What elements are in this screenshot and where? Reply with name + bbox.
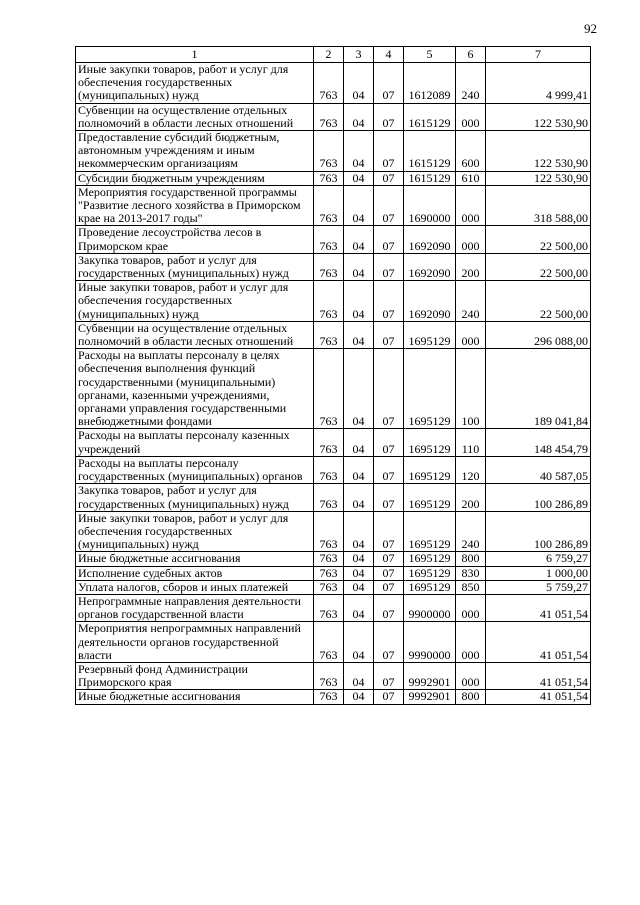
row-code-4-cell: 07 xyxy=(374,185,404,226)
table-row xyxy=(76,171,591,185)
row-code-2-cell: 763 xyxy=(314,566,344,580)
column-header-6: 6 xyxy=(456,47,486,63)
row-code-5-cell: 9992901 xyxy=(404,690,456,704)
column-header-7: 7 xyxy=(486,47,591,63)
row-code-6-cell: 850 xyxy=(456,580,486,594)
row-code-4-cell: 07 xyxy=(374,622,404,663)
row-code-3-cell: 04 xyxy=(344,484,374,511)
row-name-cell: Иные закупки товаров, работ и услуг для обеспечения государственных (муниципальных) нужд xyxy=(76,281,314,322)
table-row xyxy=(76,456,591,483)
row-amount-cell: 4 999,41 xyxy=(486,63,591,104)
row-code-4-cell: 07 xyxy=(374,566,404,580)
row-code-5-cell: 1692090 xyxy=(404,226,456,253)
row-code-5-cell: 1692090 xyxy=(404,281,456,322)
row-name-cell: Проведение лесоустройства лесов в Приморском крае xyxy=(76,226,314,253)
row-code-4-cell: 07 xyxy=(374,429,404,456)
table-header-row xyxy=(76,47,591,63)
row-code-5-cell: 1695129 xyxy=(404,566,456,580)
row-code-6-cell: 830 xyxy=(456,566,486,580)
row-code-6-cell: 000 xyxy=(456,594,486,621)
table-row xyxy=(76,103,591,130)
row-code-2-cell: 763 xyxy=(314,131,344,172)
row-amount-cell: 22 500,00 xyxy=(486,281,591,322)
row-code-2-cell: 763 xyxy=(314,103,344,130)
row-code-6-cell: 800 xyxy=(456,552,486,566)
row-name-cell: Предоставление субсидий бюджетным, автономным учреждениям и иным некоммерческим организациям xyxy=(76,131,314,172)
row-amount-cell: 22 500,00 xyxy=(486,226,591,253)
row-code-2-cell: 763 xyxy=(314,690,344,704)
row-code-3-cell: 04 xyxy=(344,622,374,663)
row-code-6-cell: 000 xyxy=(456,103,486,130)
row-name-cell: Исполнение судебных актов xyxy=(76,566,314,580)
row-amount-cell: 5 759,27 xyxy=(486,580,591,594)
row-name-cell: Расходы на выплаты персоналу казенных учреждений xyxy=(76,429,314,456)
table-row xyxy=(76,566,591,580)
row-code-6-cell: 240 xyxy=(456,63,486,104)
row-code-4-cell: 07 xyxy=(374,171,404,185)
table-row xyxy=(76,484,591,511)
row-code-4-cell: 07 xyxy=(374,456,404,483)
row-amount-cell: 122 530,90 xyxy=(486,103,591,130)
table-row xyxy=(76,429,591,456)
table-row xyxy=(76,226,591,253)
row-name-cell: Расходы на выплаты персоналу в целях обеспечения выполнения функций государственными (муниципальными) органами, казенными учреждениями, органами управления государственными внебюджетными фондами xyxy=(76,349,314,429)
row-code-5-cell: 1615129 xyxy=(404,171,456,185)
row-code-6-cell: 110 xyxy=(456,429,486,456)
row-code-3-cell: 04 xyxy=(344,171,374,185)
row-amount-cell: 122 530,90 xyxy=(486,131,591,172)
table-row xyxy=(76,594,591,621)
row-name-cell: Субвенции на осуществление отдельных полномочий в области лесных отношений xyxy=(76,103,314,130)
row-code-4-cell: 07 xyxy=(374,580,404,594)
budget-table-body xyxy=(76,63,591,705)
row-name-cell: Мероприятия непрограммных направлений деятельности органов государственной власти xyxy=(76,622,314,663)
row-code-3-cell: 04 xyxy=(344,511,374,552)
row-code-2-cell: 763 xyxy=(314,622,344,663)
row-code-4-cell: 07 xyxy=(374,594,404,621)
table-row xyxy=(76,511,591,552)
row-name-cell: Закупка товаров, работ и услуг для государственных (муниципальных) нужд xyxy=(76,484,314,511)
row-name-cell: Уплата налогов, сборов и иных платежей xyxy=(76,580,314,594)
row-code-5-cell: 1695129 xyxy=(404,552,456,566)
row-code-3-cell: 04 xyxy=(344,662,374,689)
row-code-4-cell: 07 xyxy=(374,662,404,689)
row-code-4-cell: 07 xyxy=(374,690,404,704)
table-row xyxy=(76,131,591,172)
row-code-3-cell: 04 xyxy=(344,690,374,704)
row-code-6-cell: 200 xyxy=(456,253,486,280)
row-code-2-cell: 763 xyxy=(314,349,344,429)
row-code-4-cell: 07 xyxy=(374,253,404,280)
row-code-5-cell: 1695129 xyxy=(404,349,456,429)
row-code-6-cell: 240 xyxy=(456,281,486,322)
row-code-4-cell: 07 xyxy=(374,321,404,348)
row-name-cell: Иные бюджетные ассигнования xyxy=(76,552,314,566)
row-name-cell: Расходы на выплаты персоналу государственных (муниципальных) органов xyxy=(76,456,314,483)
row-amount-cell: 41 051,54 xyxy=(486,622,591,663)
table-row xyxy=(76,690,591,704)
row-code-2-cell: 763 xyxy=(314,171,344,185)
row-name-cell: Непрограммные направления деятельности органов государственной власти xyxy=(76,594,314,621)
row-code-2-cell: 763 xyxy=(314,321,344,348)
row-amount-cell: 296 088,00 xyxy=(486,321,591,348)
row-name-cell: Закупка товаров, работ и услуг для государственных (муниципальных) нужд xyxy=(76,253,314,280)
row-amount-cell: 1 000,00 xyxy=(486,566,591,580)
row-amount-cell: 41 051,54 xyxy=(486,594,591,621)
row-code-3-cell: 04 xyxy=(344,594,374,621)
row-code-3-cell: 04 xyxy=(344,103,374,130)
row-code-6-cell: 000 xyxy=(456,622,486,663)
row-name-cell: Иные закупки товаров, работ и услуг для обеспечения государственных (муниципальных) нужд xyxy=(76,63,314,104)
row-name-cell: Субсидии бюджетным учреждениям xyxy=(76,171,314,185)
row-code-2-cell: 763 xyxy=(314,552,344,566)
row-amount-cell: 41 051,54 xyxy=(486,690,591,704)
table-row xyxy=(76,552,591,566)
row-amount-cell: 100 286,89 xyxy=(486,511,591,552)
row-code-5-cell: 1695129 xyxy=(404,511,456,552)
row-code-2-cell: 763 xyxy=(314,281,344,322)
row-code-5-cell: 1695129 xyxy=(404,484,456,511)
page-number: 92 xyxy=(584,21,597,36)
table-row xyxy=(76,253,591,280)
row-code-5-cell: 1695129 xyxy=(404,321,456,348)
row-code-3-cell: 04 xyxy=(344,580,374,594)
row-code-5-cell: 1612089 xyxy=(404,63,456,104)
row-amount-cell: 122 530,90 xyxy=(486,171,591,185)
column-header-2: 2 xyxy=(314,47,344,63)
row-code-4-cell: 07 xyxy=(374,226,404,253)
row-code-4-cell: 07 xyxy=(374,281,404,322)
row-code-2-cell: 763 xyxy=(314,580,344,594)
table-row xyxy=(76,349,591,429)
row-code-3-cell: 04 xyxy=(344,566,374,580)
table-row xyxy=(76,622,591,663)
row-code-4-cell: 07 xyxy=(374,484,404,511)
table-row xyxy=(76,662,591,689)
row-amount-cell: 6 759,27 xyxy=(486,552,591,566)
row-name-cell: Иные бюджетные ассигнования xyxy=(76,690,314,704)
table-row xyxy=(76,185,591,226)
row-code-5-cell: 9992901 xyxy=(404,662,456,689)
table-row xyxy=(76,281,591,322)
row-code-4-cell: 07 xyxy=(374,103,404,130)
row-code-4-cell: 07 xyxy=(374,131,404,172)
row-code-6-cell: 000 xyxy=(456,321,486,348)
row-code-5-cell: 1690000 xyxy=(404,185,456,226)
row-code-4-cell: 07 xyxy=(374,552,404,566)
row-code-6-cell: 800 xyxy=(456,690,486,704)
row-code-5-cell: 9900000 xyxy=(404,594,456,621)
row-code-6-cell: 610 xyxy=(456,171,486,185)
row-code-2-cell: 763 xyxy=(314,226,344,253)
row-amount-cell: 22 500,00 xyxy=(486,253,591,280)
row-code-6-cell: 000 xyxy=(456,662,486,689)
row-code-3-cell: 04 xyxy=(344,226,374,253)
table-row xyxy=(76,321,591,348)
row-code-2-cell: 763 xyxy=(314,484,344,511)
row-code-3-cell: 04 xyxy=(344,63,374,104)
row-code-3-cell: 04 xyxy=(344,349,374,429)
row-name-cell: Резервный фонд Администрации Приморского края xyxy=(76,662,314,689)
row-code-5-cell: 1615129 xyxy=(404,103,456,130)
row-amount-cell: 40 587,05 xyxy=(486,456,591,483)
column-header-4: 4 xyxy=(374,47,404,63)
row-code-6-cell: 240 xyxy=(456,511,486,552)
row-amount-cell: 100 286,89 xyxy=(486,484,591,511)
row-code-3-cell: 04 xyxy=(344,321,374,348)
row-code-2-cell: 763 xyxy=(314,429,344,456)
table-row xyxy=(76,63,591,104)
row-code-6-cell: 100 xyxy=(456,349,486,429)
row-amount-cell: 318 588,00 xyxy=(486,185,591,226)
row-code-5-cell: 1695129 xyxy=(404,580,456,594)
row-code-4-cell: 07 xyxy=(374,63,404,104)
row-code-2-cell: 763 xyxy=(314,511,344,552)
row-code-5-cell: 1692090 xyxy=(404,253,456,280)
row-code-5-cell: 9990000 xyxy=(404,622,456,663)
row-code-5-cell: 1695129 xyxy=(404,456,456,483)
row-code-6-cell: 000 xyxy=(456,226,486,253)
row-code-3-cell: 04 xyxy=(344,552,374,566)
column-header-1: 1 xyxy=(76,47,314,63)
row-name-cell: Мероприятия государственной программы "Развитие лесного хозяйства в Приморском крае на 2013-2017 годы" xyxy=(76,185,314,226)
row-code-2-cell: 763 xyxy=(314,594,344,621)
column-header-3: 3 xyxy=(344,47,374,63)
table-row xyxy=(76,580,591,594)
row-code-6-cell: 120 xyxy=(456,456,486,483)
row-code-2-cell: 763 xyxy=(314,456,344,483)
row-code-5-cell: 1695129 xyxy=(404,429,456,456)
row-code-3-cell: 04 xyxy=(344,185,374,226)
row-code-2-cell: 763 xyxy=(314,253,344,280)
row-code-5-cell: 1615129 xyxy=(404,131,456,172)
row-amount-cell: 41 051,54 xyxy=(486,662,591,689)
column-header-5: 5 xyxy=(404,47,456,63)
row-name-cell: Субвенции на осуществление отдельных полномочий в области лесных отношений xyxy=(76,321,314,348)
row-code-6-cell: 000 xyxy=(456,185,486,226)
row-code-6-cell: 600 xyxy=(456,131,486,172)
row-name-cell: Иные закупки товаров, работ и услуг для обеспечения государственных (муниципальных) нужд xyxy=(76,511,314,552)
row-code-3-cell: 04 xyxy=(344,253,374,280)
row-code-2-cell: 763 xyxy=(314,185,344,226)
row-amount-cell: 148 454,79 xyxy=(486,429,591,456)
row-code-3-cell: 04 xyxy=(344,456,374,483)
row-code-3-cell: 04 xyxy=(344,131,374,172)
row-code-2-cell: 763 xyxy=(314,662,344,689)
row-code-3-cell: 04 xyxy=(344,281,374,322)
row-code-4-cell: 07 xyxy=(374,511,404,552)
budget-table xyxy=(75,46,591,705)
row-code-2-cell: 763 xyxy=(314,63,344,104)
row-amount-cell: 189 041,84 xyxy=(486,349,591,429)
row-code-4-cell: 07 xyxy=(374,349,404,429)
row-code-3-cell: 04 xyxy=(344,429,374,456)
row-code-6-cell: 200 xyxy=(456,484,486,511)
